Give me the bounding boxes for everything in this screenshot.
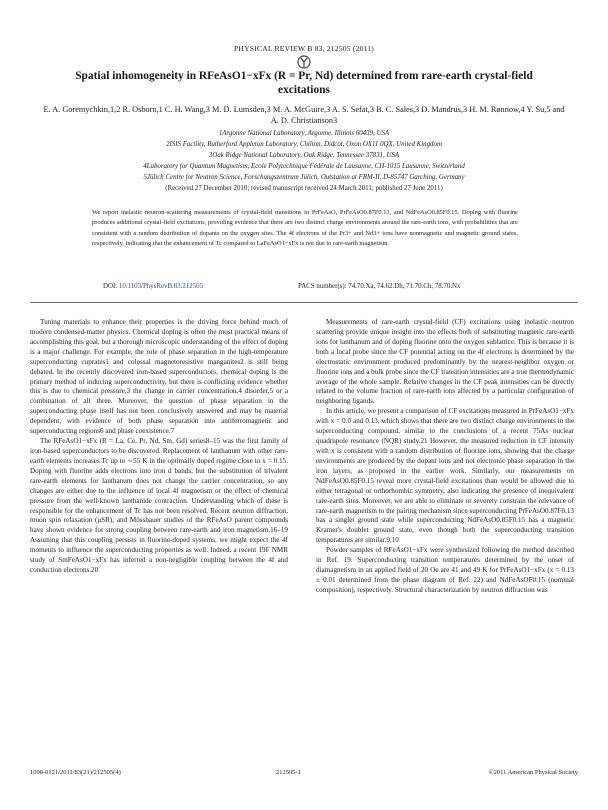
body-paragraph: Measurements of rare-earth crystal-field (CF) excitations using inelastic neutron scattering provide unique insight into the effects both of substituting magnetic rare-earth ions for lanthanum and of doping fluorine onto the oxygen sublattice. This is because it is both a local probe since the CF potential acting on the 4f electrons is determined by the electrostatic environment produced predominantly by the nearest-neighbor oxygen or fluorine ions and a bulk probe since the CF transition intensities are a true thermodynamic average of the whole sample. Relative changes in the CF peak intensities can be directly related to the volume fraction of rare-earth ions affected by a particular configuration of neighboring ligands. (316, 318, 574, 406)
pacs-numbers: PACS number(s): 74.70.Xa, 74.62.Dh, 71.70.Ch, 78.70.Nx (298, 283, 461, 290)
footer-issn: 1098-0121/2011/83(21)/212505(4) (30, 769, 121, 776)
left-column (30, 318, 288, 576)
affiliation: 2ISIS Facility, Rutherford Appleton Laboratory, Chilton, Didcot, Oxon OX11 0QX, United Kingdom (166, 141, 442, 148)
right-column (316, 318, 574, 596)
journal-header: PHYSICAL REVIEW B 83, 212505 (2011) (233, 44, 375, 53)
article-title: Spatial inhomogeneity in RFeAsO1−xFx (R = Pr, Nd) determined from rare-earth crystal-field excitations (75, 70, 533, 96)
abstract: We report inelastic neutron-scattering measurements of crystal-field transitions in PrFeAsO, PrFeAsO0.87F0.13, and NdFeAsO0.85F0.15. Doping with fluorine produces additional crystal-field excitations, providing evidence that there are two distinct charge environments around the rare-earth ions, with probabilities that are consistent with a random distribution of dopants on the oxygen sites. The 4f electrons of the Pr3+ and Nd3+ ions have nonmagnetic and magnetic ground states, respectively, indicating that the enhancement of Tc compared to LaFeAsO1−xFx is not due to rare-earth magnetism. (92, 209, 518, 248)
body-paragraph: Powder samples of RFeAsO1−xFx were synthesized following the method described in Ref. 19. Superconducting transition temperatures determined by the onset of diamagnetism in an applied field of 20 Oe are 41 and 49 K for PrFeAsO1−xFx (x = 0.13 ± 0.01 determined from the phase diagram of Ref. 22) and NdFeAsOF0.15 (nominal composition), respectively. Structural characterization by neutron diffraction was (316, 546, 574, 594)
doi-pacs-line (103, 283, 523, 290)
crossmark-logo-icon[interactable] (296, 55, 312, 69)
body-paragraph: Tuning materials to enhance their properties is the driving force behind much of modern condensed-matter physics. Chemical doping is often the most practical means of accomplishing this goal, but a thorough microscopic understanding of the effect of doping is a major challenge. For example, the role of phase separation in the high-temperature superconducting cuprates1 and colossal magnetoresistive manganites2 is still being debated. In the recently discovered iron-based superconductors, chemical doping is the primary method of inducing superconductivity, but there is conflicting evidence whether this is due to chemical pressure,3 the change in carrier concentration,4 disorder,5 or a combination of all three. Moreover, the question of phase separation in the superconducting phase itself has not been conclusively answered and may be material dependent, with evidence of both phase separation into antiferromagnetic and superconducting regions6 and phase coexistence.7 (30, 318, 288, 436)
affiliation: 1Argonne National Laboratory, Argonne, Illinois 60439, USA (218, 130, 390, 137)
affiliation: 3Oak Ridge National Laboratory, Oak Ridge, Tennessee 37831, USA (208, 152, 400, 159)
affiliation: 5Jülich Centre for Neutron Science, Forschungszentrum Jülich, Outstation at FRM-II, D-85747 Garching, Germany (143, 174, 465, 181)
affiliation: 4Laboratory for Quantum Magnetism, Ecole Polytechnique Fédérale de Lausanne, CH-1015 Lausanne, Switzerland (143, 163, 465, 170)
body-paragraph: In this article, we present a comparison of CF excitations measured in PrFeAsO1−xFx with x = 0.0 and 0.13, which shows that there are two distinct charge environments in the superconducting compound, similar to the conclusions of a recent 75As nuclear quadrupole resonance (NQR) study.21 However, the measured reduction in CF intensity with x is consistent with a random distribution of fluorine ions, showing that the charge environments are produced by the dopant ions and not electronic phase separation in the iron layers, as proposed in the earlier work. Similarly, our measurements on NdFeAsO0.85F0.15 reveal more crystal-field excitations than would be allowed due to either tetragonal or orthorhombic symmetry, also indicating the presence of inequivalent rare-earth sites. Moreover, we are able to eliminate or severely constrain the relevance of rare-earth magnetism to the pairing mechanism since superconducting PrFeAsO0.87F0.13 has a singlet ground state while superconducting NdFeAsO0.85F0.15 has a magnetic Kramer's doublet ground state, even though both the superconducting transition temperatures are similar.9,10 (316, 407, 574, 545)
received-dates: (Received 27 December 2010; revised manuscript received 24 March 2011; published 27 June 2011) (165, 185, 443, 192)
doi-link[interactable]: 10.1103/PhysRevB.83.212505 (118, 283, 204, 290)
footer-page-number: 212505-1 (276, 769, 301, 776)
body-paragraph: The RFeAsO1−xFx (R = La, Ce, Pr, Nd, Sm, Gd) series8–15 was the first family of iron-based superconductors to be discovered. Replacement of lanthanum with other rare-earth elements increases Tc up to ∼55 K in the optimally doped regime close to x = 0.15. Doping with fluorine adds electrons into iron d bands, but the substitution of trivalent rare-earth elements for lanthanum does not change the carrier concentration, so any changes are either due to the influence of local 4f magnetism or the effect of chemical pressure from the well-known lanthanide contraction. Understanding which of these is responsible for the enhancement of Tc has not been resolved. Recent neutron diffraction, muon spin relaxation (μSR), and Mössbauer studies of the RFeAsO parent compounds have shown evidence for strong coupling between rare-earth and iron magnetism.16–19 Assuming that this coupling persists in fluorine-doped systems, we might expect the 4f moments to influence the superconducting properties as well. Indeed, a recent 19F NMR study of SmFeAsO1−xFx has inferred a non-negligible coupling between the 4f and conduction electrons.20 (30, 437, 288, 575)
author-list: E. A. Goremychkin,1,2 R. Osborn,1 C. H. Wang,3 M. D. Lumsden,3 M. A. McGuire,3 A. S. Sefat,3 B. C. Sales,3 D. Mandrus,3 H. M. Rønnow,4 Y. Su,5 and A. D. Christianson3 (43, 105, 565, 126)
section-divider (30, 302, 578, 303)
doi-label: DOI: (103, 283, 118, 290)
footer-copyright: ©2011 American Physical Society (488, 769, 578, 776)
